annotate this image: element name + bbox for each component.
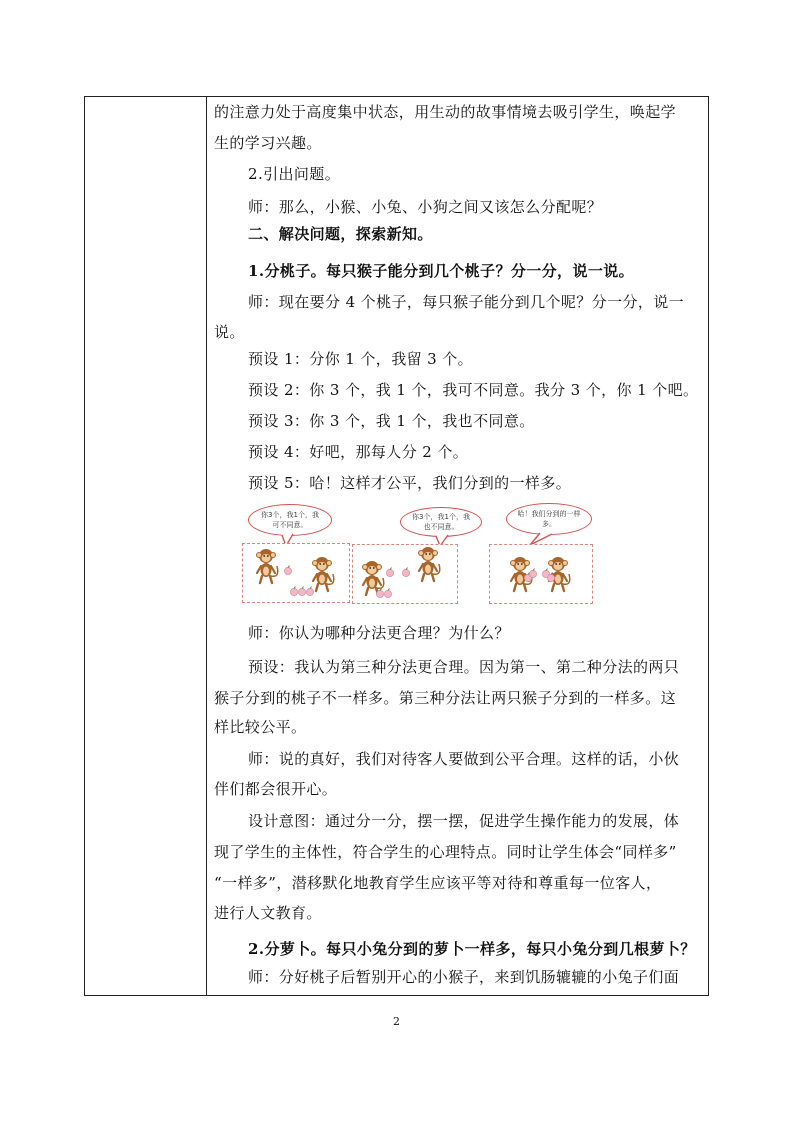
peach-icon — [402, 568, 409, 577]
text-line: 预设 4：好吧，那每人分 2 个。 — [248, 443, 469, 461]
text-line: 预设 5：哈！这样才公平，我们分到的一样多。 — [248, 474, 572, 492]
text-line: 样比较公平。 — [214, 718, 307, 736]
peach-icon — [290, 587, 297, 596]
text-line: 伴们都会很开心。 — [214, 780, 338, 798]
text-line: 师：那么，小猴、小兔、小狗之间又该怎么分配呢？ — [248, 198, 603, 216]
text-line: 2.引出问题。 — [248, 165, 341, 183]
text-line: 设计意图：通过分一分，摆一摆，促进学生操作能力的发展，体 — [248, 812, 680, 830]
text-line: 进行人文教育。 — [214, 904, 322, 922]
text-line: 师：分好桃子后暂别开心的小猴子，来到饥肠辘辘的小兔子们面 — [248, 968, 680, 986]
subsection-heading: 2.分萝卜。每只小兔分到的萝卜一样多，每只小兔分到几根萝卜？ — [248, 940, 696, 958]
text-line: 预设 2：你 3 个，我 1 个，我可不同意。我分 3 个，你 1 个吧。 — [248, 381, 699, 399]
monkey-icon — [419, 547, 440, 581]
subsection-heading: 1.分桃子。每只猴子能分到几个桃子？分一分，说一说。 — [248, 262, 635, 280]
speech-bubble: 你3个，我1个，我可不同意。 — [248, 504, 332, 536]
peach-icon — [529, 569, 536, 578]
text-line: 师：说的真好，我们对待客人要做到公平合理。这样的话，小伙 — [248, 750, 680, 768]
peach-icon — [306, 587, 313, 596]
text-line: 生的学习兴趣。 — [214, 134, 322, 152]
peach-icon — [284, 566, 291, 575]
monkey-icon — [257, 549, 278, 583]
text-line: 师：现在要分 4 个桃子，每只猴子能分到几个呢？分一分，说一 — [248, 293, 685, 311]
peach-icon — [386, 568, 393, 577]
speech-bubble: 你3个，我1个，我也不同意。 — [400, 507, 482, 537]
text-line: 的注意力处于高度集中状态，用生动的故事情境去吸引学生，唤起学 — [214, 103, 677, 121]
text-line: 师：你认为哪种分法更合理？为什么？ — [248, 624, 510, 642]
text-line: 说。 — [214, 323, 245, 341]
text-line: 现了学生的主体性，符合学生的心理特点。同时让学生体会“同样多” — [214, 843, 677, 861]
text-line: 预设：我认为第三种分法更合理。因为第一、第二种分法的两只 — [248, 658, 680, 676]
text-line: 猴子分到的桃子不一样多。第三种分法让两只猴子分到的一样多。这 — [214, 689, 677, 707]
text-line: 预设 1：分你 1 个，我留 3 个。 — [248, 350, 474, 368]
peach-icon — [384, 589, 391, 598]
text-line: “一样多”，潜移默化地教育学生应该平等对待和尊重每一位客人， — [214, 874, 662, 892]
monkey-icon — [313, 557, 334, 591]
section-heading: 二、解决问题，探索新知。 — [248, 225, 433, 243]
text-line: 预设 3：你 3 个，我 1 个，我也不同意。 — [248, 412, 535, 430]
peach-icon — [298, 587, 305, 596]
speech-bubble: 哈！我们分到的一样多。 — [506, 503, 592, 535]
page-number: 2 — [393, 1015, 400, 1028]
